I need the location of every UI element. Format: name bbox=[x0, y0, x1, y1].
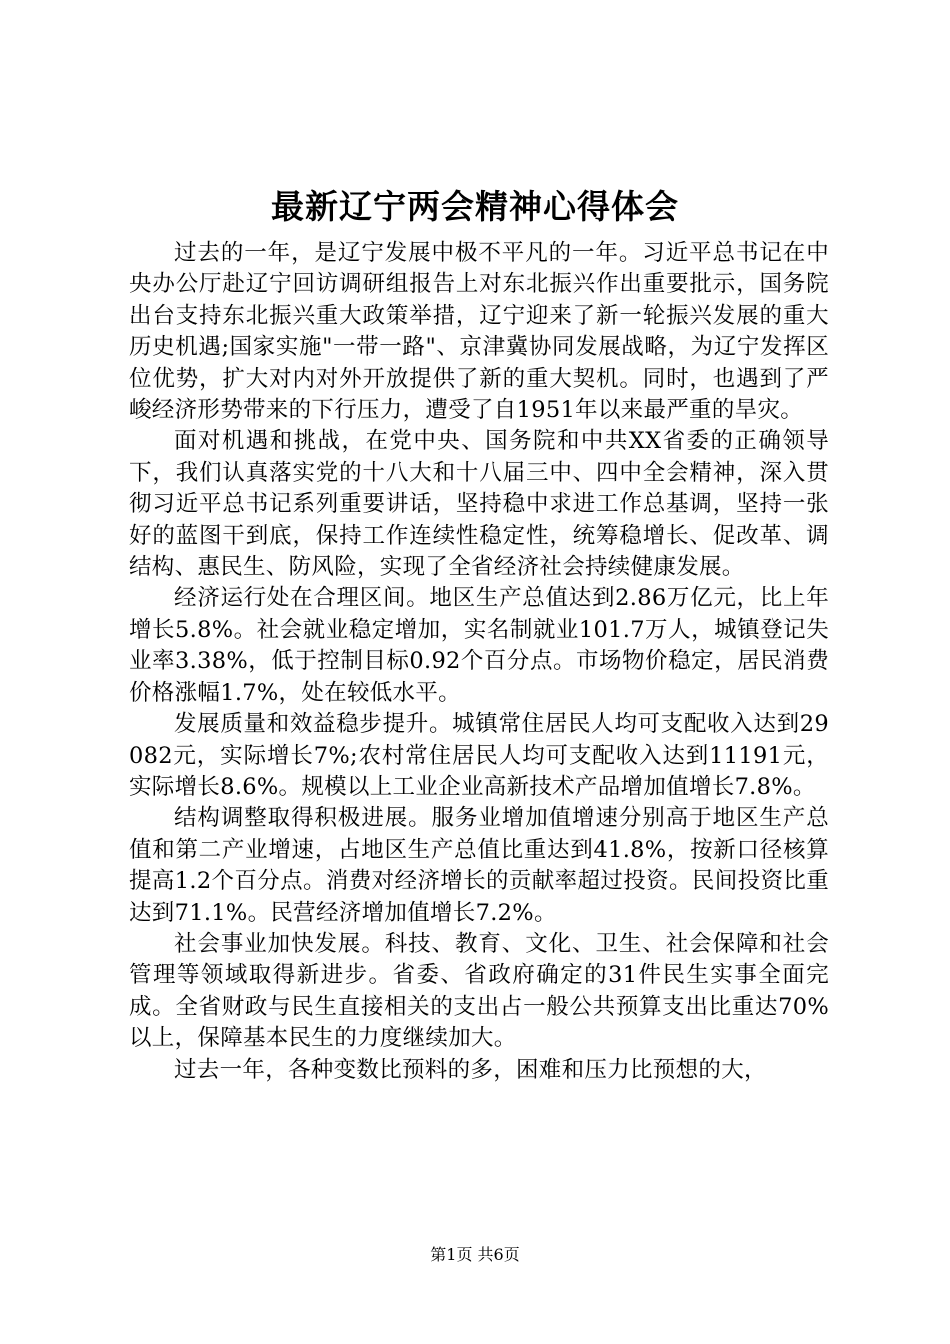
document-body bbox=[129, 238, 829, 1086]
paragraph-5: 结构调整取得积极进展。服务业增加值增速分别高于地区生产总值和第二产业增速，占地区生产总值比重达到41.8%，按新口径核算提高1.2个百分点。消费对经济增长的贡献率超过投资。民间投资比重达到71.1%。民营经济增加值增长7.2%。 bbox=[129, 805, 829, 926]
paragraph-6: 社会事业加快发展。科技、教育、文化、卫生、社会保障和社会管理等领域取得新进步。省委、省政府确定的31件民生实事全面完成。全省财政与民生直接相关的支出占一般公共预算支出比重达70%以上，保障基本民生的力度继续加大。 bbox=[129, 930, 829, 1052]
paragraph-1: 过去的一年，是辽宁发展中极不平凡的一年。习近平总书记在中央办公厅赴辽宁回访调研组报告上对东北振兴作出重要批示，国务院出台支持东北振兴重大政策举措，辽宁迎来了新一轮振兴发展的重大历史机遇;国家实施"一带一路"、京津冀协同发展战略，为辽宁发挥区位优势，扩大对内对外开放提供了新的重大契机。同时，也遇到了严峻经济形势带来的下行压力，遭受了自1951年以来最严重的旱灾。 bbox=[129, 240, 829, 424]
paragraph-3: 经济运行处在合理区间。地区生产总值达到2.86万亿元，比上年增长5.8%。社会就业稳定增加，实名制就业101.7万人，城镇登记失业率3.38%，低于控制目标0.92个百分点。市场物价稳定，居民消费价格涨幅1.7%，处在较低水平。 bbox=[129, 585, 829, 706]
paragraph-7: 过去一年，各种变数比预料的多，困难和压力比预想的大， bbox=[174, 1056, 767, 1083]
page-title: 最新辽宁两会精神心得体会 bbox=[271, 187, 679, 226]
page-number: 第1页 共6页 bbox=[430, 1245, 520, 1264]
paragraph-2: 面对机遇和挑战，在党中央、国务院和中共XX省委的正确领导下，我们认真落实党的十八大和十八届三中、四中全会精神，深入贯彻习近平总书记系列重要讲话，坚持稳中求进工作总基调，坚持一张好的蓝图干到底，保持工作连续性稳定性，统筹稳增长、促改革、调结构、惠民生、防风险，实现了全省经济社会持续健康发展。 bbox=[129, 428, 829, 581]
paragraph-4: 发展质量和效益稳步提升。城镇常住居民人均可支配收入达到29082元，实际增长7%;农村常住居民人均可支配收入达到11191元，实际增长8.6%。规模以上工业企业高新技术产品增加值增长7.8%。 bbox=[129, 711, 829, 800]
page-footer bbox=[0, 1244, 950, 1266]
